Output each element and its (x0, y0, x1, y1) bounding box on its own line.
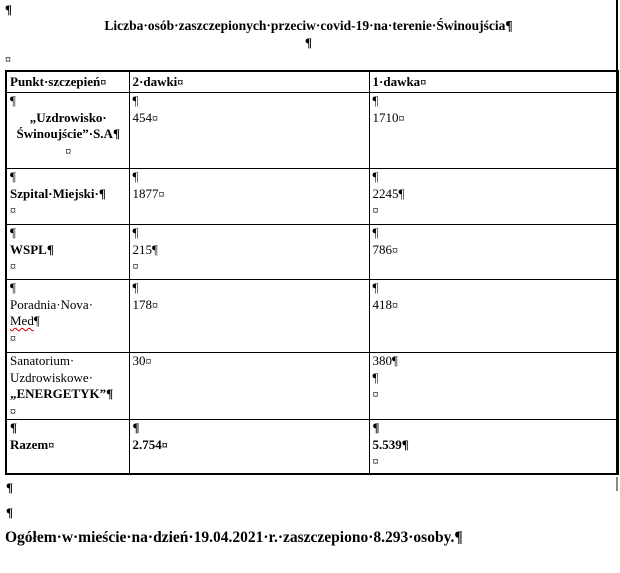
cell-line (133, 169, 367, 186)
cell-line (133, 93, 367, 110)
cell-line (133, 280, 367, 297)
pilcrow-mark: ¶ (106, 386, 114, 401)
cell-line (10, 330, 127, 347)
cell-line (10, 353, 127, 370)
pilcrow-mark: ¶ (6, 504, 14, 520)
text-segment: 2.754 (132, 436, 162, 452)
cell-marker: ¤ (132, 259, 139, 273)
cell-line (10, 437, 127, 454)
text-segment: 5.539 (372, 436, 402, 452)
cell-line (133, 353, 367, 370)
cell-line (10, 403, 127, 420)
text-segment: Med (10, 313, 34, 328)
text-segment: 380 (372, 353, 392, 368)
text-segment: Świnoujście”·S.A (16, 126, 113, 141)
cell-line (10, 93, 127, 110)
text-segment: 786 (372, 241, 392, 257)
pilcrow-mark: ¶ (10, 169, 16, 184)
pilcrow-mark: ¶ (10, 420, 18, 435)
summary-text[interactable]: Ogółem·w·mieście·na·dzień·19.04.2021·r.·zaszczepiono·8.293·osoby.¶ (5, 528, 463, 546)
pilcrow-mark: ¶ (392, 353, 398, 368)
pilcrow-mark: ¶ (372, 225, 379, 240)
text-segment: „ENERGETYK” (10, 386, 107, 401)
cell-marker: ¤ (5, 52, 11, 66)
cell-line (10, 242, 127, 259)
top-pilcrow-line[interactable] (5, 2, 620, 17)
pilcrow-mark: ¶ (372, 93, 379, 108)
table-cell-r4c2[interactable] (369, 353, 618, 420)
cell-line (133, 72, 367, 92)
pilcrow-mark: ¶ (398, 185, 405, 201)
pilcrow-mark: ¶ (10, 280, 16, 295)
text-segment: 454 (132, 109, 152, 125)
cell-marker: ¤ (10, 259, 16, 273)
table-cell-r5c2[interactable] (369, 420, 618, 474)
table-header (6, 71, 618, 93)
cell-marker: ¤ (10, 330, 16, 345)
cell-marker: ¤ (65, 143, 72, 158)
cell-line (10, 258, 127, 275)
table-cell-r1c0[interactable] (6, 169, 129, 225)
pilcrow-mark: ¶ (132, 93, 139, 108)
text-segment: 1·dawka (372, 74, 421, 89)
cell-marker: ¤ (398, 110, 405, 125)
pilcrow-mark: ¶ (132, 169, 139, 184)
cell-line (373, 386, 616, 403)
table-cell-r3c0[interactable] (6, 280, 129, 353)
table-body (6, 93, 618, 474)
cell-marker: ¤ (145, 354, 152, 368)
row-end-tick (616, 477, 618, 491)
pilcrow-mark: ¶ (304, 35, 313, 50)
cell-marker: ¤ (152, 110, 158, 125)
pilcrow-mark: ¶ (152, 241, 158, 257)
table-cell-r1c1[interactable] (129, 169, 369, 225)
cell-line (10, 126, 127, 143)
empty-paragraph-line[interactable] (6, 475, 620, 500)
cell-marker: ¤ (48, 437, 55, 452)
column-header-2[interactable] (369, 71, 618, 93)
cell-line (10, 72, 127, 92)
text-segment: 418 (372, 296, 392, 312)
pilcrow-mark: ¶ (10, 225, 16, 240)
cell-line (10, 110, 127, 127)
cell-line (373, 242, 616, 259)
table-cell-r4c1[interactable] (129, 353, 369, 420)
cell-line (373, 225, 616, 242)
pre-table-marker-line[interactable] (5, 51, 620, 68)
cell-line (133, 110, 367, 127)
pilcrow-mark: ¶ (372, 420, 380, 435)
cell-line (373, 297, 616, 314)
table-cell-r1c2[interactable] (369, 169, 618, 225)
empty-paragraph-line[interactable] (6, 500, 620, 525)
cell-line (10, 386, 127, 403)
cell-line (373, 437, 616, 454)
pilcrow-mark: ¶ (6, 479, 14, 495)
cell-marker: ¤ (100, 75, 107, 89)
pilcrow-mark: ¶ (5, 2, 13, 17)
cell-line (133, 437, 367, 454)
table-cell-r0c1[interactable] (129, 93, 369, 169)
cell-marker: ¤ (372, 203, 379, 217)
pilcrow-mark: ¶ (112, 126, 120, 141)
column-header-1[interactable] (129, 71, 369, 93)
text-segment: 215 (132, 241, 152, 257)
cell-line (133, 297, 367, 314)
table-cell-r0c2[interactable] (369, 93, 618, 169)
text-segment: 1710 (372, 109, 399, 125)
cell-line (10, 280, 127, 297)
cell-line (10, 420, 127, 437)
table-row-4 (6, 353, 618, 420)
cell-marker: ¤ (392, 297, 398, 312)
table-row-5 (6, 420, 618, 474)
text-segment: „Uzdrowisko· (29, 109, 107, 125)
cell-line (133, 420, 367, 437)
cell-line (10, 313, 127, 330)
cell-line (373, 186, 616, 203)
table-cell-r5c1[interactable] (129, 420, 369, 474)
text-segment: Szpital·Miejski· (10, 185, 99, 201)
table-row-1 (6, 169, 618, 225)
text-segment: 2245 (372, 185, 399, 201)
cell-line (373, 72, 616, 92)
cell-line (373, 110, 616, 127)
table-cell-r2c2[interactable] (369, 225, 618, 280)
table-row-3 (6, 280, 618, 353)
cell-line (373, 93, 616, 110)
cell-line (373, 280, 616, 297)
table-cell-r5c0[interactable] (6, 420, 129, 474)
cell-marker: ¤ (158, 186, 165, 201)
text-segment: Sanatorium· (10, 353, 75, 368)
vaccination-table (5, 70, 619, 475)
text-segment: 1877 (132, 185, 159, 201)
cell-line (373, 169, 616, 186)
pilcrow-mark: ¶ (33, 313, 40, 328)
pilcrow-mark: ¶ (372, 169, 379, 184)
pilcrow-mark: ¶ (372, 280, 379, 295)
pilcrow-mark: ¶ (132, 225, 139, 240)
column-header-0[interactable] (6, 71, 129, 93)
cell-marker: ¤ (10, 403, 16, 418)
text-segment: Uzdrowiskowe· (10, 369, 94, 385)
cell-marker: ¤ (372, 387, 379, 401)
cell-line (373, 453, 616, 470)
pilcrow-mark: ¶ (10, 93, 16, 108)
cell-line (133, 186, 367, 203)
pilcrow-mark: ¶ (372, 369, 379, 385)
cell-marker: ¤ (10, 203, 16, 217)
cell-marker: ¤ (372, 454, 379, 468)
pilcrow-mark: ¶ (98, 185, 106, 201)
text-segment: Razem (10, 436, 49, 452)
text-segment: Punkt·szczepień (10, 74, 101, 89)
cell-marker: ¤ (177, 75, 184, 89)
table-cell-r4c0[interactable] (6, 353, 129, 420)
pilcrow-mark: ¶ (132, 280, 139, 295)
cell-line (373, 420, 616, 437)
page-right-edge-line (616, 0, 618, 473)
cell-marker: ¤ (161, 437, 168, 452)
cell-line (10, 143, 127, 160)
text-segment: 178 (132, 296, 152, 312)
cell-marker: ¤ (152, 297, 158, 312)
cell-marker: ¤ (420, 75, 427, 89)
cell-line (133, 242, 367, 259)
title-pilcrow-line[interactable] (5, 34, 620, 51)
table-cell-r2c0[interactable] (6, 225, 129, 280)
cell-line (10, 202, 127, 219)
document-title[interactable]: Liczba·osób·zaszczepionych·przeciw·covid-19·na·terenie·Świnoujścia¶ (104, 18, 513, 33)
text-segment: 30 (132, 353, 146, 368)
text-segment: Poradnia·Nova· (10, 296, 94, 312)
table-cell-r0c0[interactable] (6, 93, 129, 169)
table-cell-r3c2[interactable] (369, 280, 618, 353)
cell-line (10, 186, 127, 203)
text-segment: WSPL (10, 241, 47, 257)
pilcrow-mark: ¶ (132, 420, 140, 435)
cell-line (10, 225, 127, 242)
cell-line (133, 225, 367, 242)
table-row-2 (6, 225, 618, 280)
table-cell-r2c1[interactable] (129, 225, 369, 280)
cell-line (10, 297, 127, 314)
cell-line (373, 370, 616, 387)
text-segment: 2·dawki (132, 74, 178, 89)
cell-line (10, 169, 127, 186)
cell-line (133, 258, 367, 275)
cell-line (373, 353, 616, 370)
pilcrow-mark: ¶ (46, 241, 54, 257)
pilcrow-mark: ¶ (401, 436, 409, 452)
table-cell-r3c1[interactable] (129, 280, 369, 353)
table-row-0 (6, 93, 618, 169)
cell-line (10, 370, 127, 387)
cell-line (373, 202, 616, 219)
cell-marker: ¤ (392, 242, 398, 257)
